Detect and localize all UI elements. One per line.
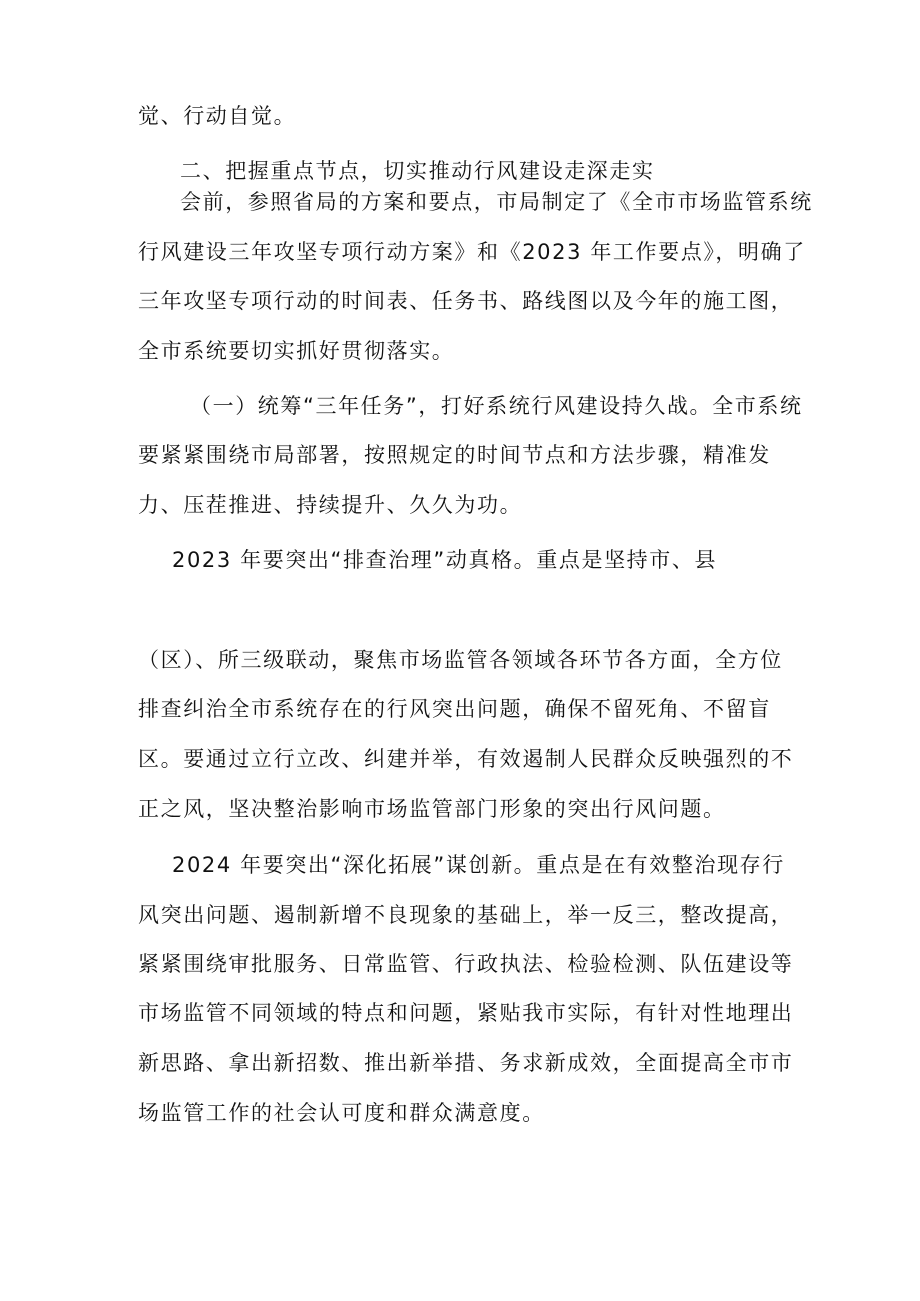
text-line: （区）、所三级联动，聚焦市场监管各领域各环节各方面，全方位 (138, 648, 783, 672)
text-line: 2023 年要突出“排查治理”动真格。重点是坚持市、县 (172, 548, 718, 572)
text-line: 场监管工作的社会认可度和群众满意度。 (138, 1101, 545, 1125)
subsection-heading: （一）统筹“三年任务”，打好系统行风建设持久战。全市系统 (190, 394, 803, 418)
text-line: 2024 年要突出“深化拓展”谋创新。重点是在有效整治现存行 (172, 853, 785, 877)
text-line: 要紧紧围绕市局部署，按照规定的时间节点和方法步骤，精准发 (138, 443, 771, 467)
text-line: 力、压茬推进、持续提升、久久为功。 (138, 493, 523, 517)
text-line: 市场监管不同领域的特点和问题，紧贴我市实际，有针对性地理出 (138, 1001, 794, 1025)
text-line: 会前，参照省局的方案和要点，市局制定了《全市市场监管系统 (180, 190, 813, 214)
text-line: 全市系统要切实抓好贯彻落实。 (138, 339, 455, 363)
text-line: 正之风，坚决整治影响市场监管部门形象的突出行风问题。 (138, 797, 726, 821)
text-line: 行风建设三年攻坚专项行动方案》和《2023 年工作要点》，明确了 (138, 240, 806, 264)
text-line: 区。要通过立行立改、纠建并举，有效遏制人民群众反映强烈的不 (138, 747, 794, 771)
text-line: 紧紧围绕审批服务、日常监管、行政执法、检验检测、队伍建设等 (138, 952, 794, 976)
text-line: 排查纠治全市系统存在的行风突出问题，确保不留死角、不留盲 (138, 697, 771, 721)
text-line: 觉、行动自觉。 (138, 104, 297, 128)
text-line: 三年攻坚专项行动的时间表、任务书、路线图以及今年的施工图， (138, 289, 794, 313)
text-line: 新思路、拿出新招数、推出新举措、务求新成效，全面提高全市市 (138, 1051, 794, 1075)
section-heading: 二、把握重点节点，切实推动行风建设走深走实 (180, 159, 655, 183)
text-line: 风突出问题、遏制新增不良现象的基础上，举一反三，整改提高， (138, 903, 794, 927)
